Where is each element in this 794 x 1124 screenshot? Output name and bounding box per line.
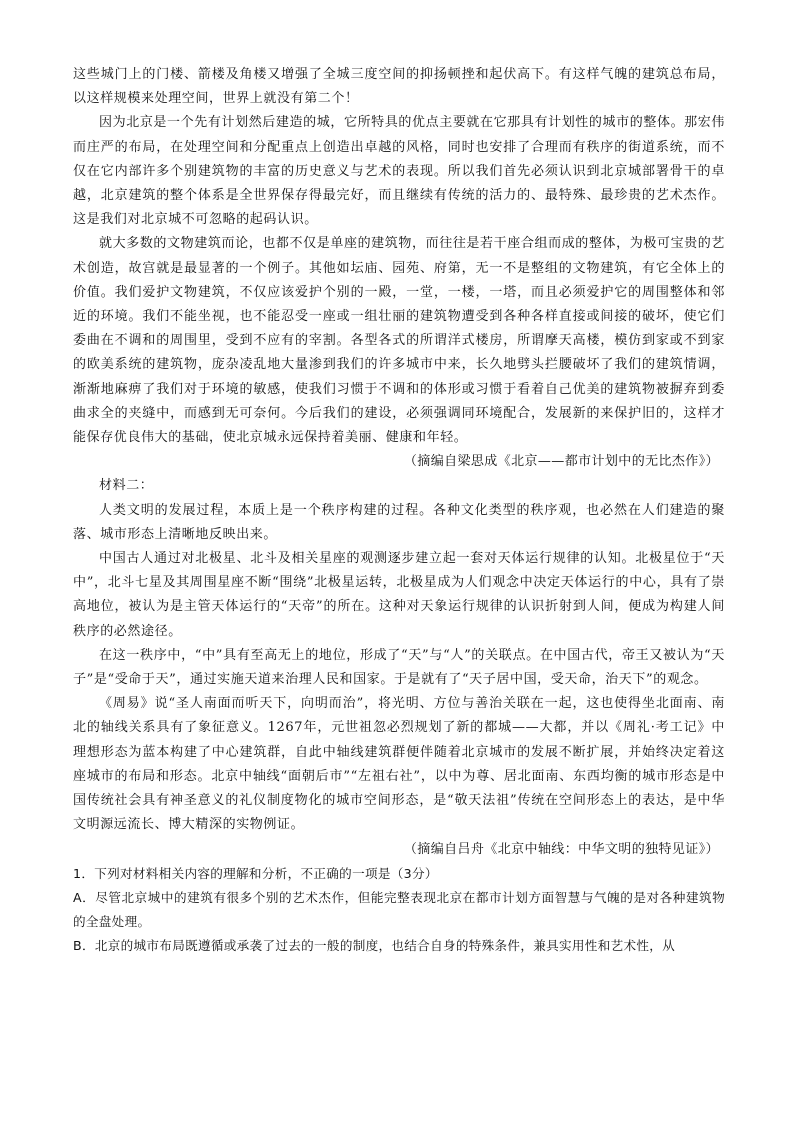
material-two-heading: 材料二： bbox=[99, 478, 154, 494]
material-two-source: （摘编自吕舟《北京中轴线：中华文明的独特见证》） bbox=[403, 841, 719, 857]
material-two-paragraph-3: 在这一秩序中，“中”具有至高无上的地位，形成了“天”与“人”的关联点。在中国古代，帝王又被认为“天子”是“受命于天”，通过实施天道来治理人民和国家。于是就有了“天子居中国，受天命，治天下”的观念。 bbox=[73, 647, 725, 688]
question-one-option-a: A．尽管北京城中的建筑有很多个别的艺术杰作，但能完整表现北京在都市计划方面智慧与气魄的是对各种建筑物的全盘处理。 bbox=[73, 889, 725, 930]
material-two-paragraph-1: 人类文明的发展过程，本质上是一个秩序构建的过程。各种文化类型的秩序观，也必然在人们建造的聚落、城市形态上清晰地反映出来。 bbox=[73, 502, 725, 542]
material-one-paragraph-3: 就大多数的文物建筑而论，也都不仅是单座的建筑物，而往往是若干座合组而成的整体，为极可宝贵的艺术创造，故宫就是最显著的一个例子。其他如坛庙、园苑、府第，无一不是整组的文物建筑，有它全体上的价值。我们爱护文物建筑，不仅应该爱护个别的一殿，一堂，一楼，一塔，而且必须爱护它的周围整体和邻近的环境。我们不能坐视，也不能忍受一座或一组壮丽的建筑物遭受到各种各样直接或间接的破坏，使它们委曲在不调和的周围里，受到不应有的宰割。各型各式的所谓洋式楼房，所谓摩天高楼，模仿到家或不到家的欧美系统的建筑物，庞杂凌乱地大量渗到我们的许多城市中来，长久地劈头拦腰破坏了我们的建筑情调，渐渐地麻痹了我们对于环境的敏感，使我们习惯于不调和的体形或习惯于看着自己优美的建筑物被摒弃到委曲求全的夹缝中，而感到无可奈何。今后我们的建设，必须强调同环境配合，发展新的来保护旧的，这样才能保存优良伟大的基础，使北京城永远保持着美丽、健康和年轻。 bbox=[73, 236, 725, 446]
material-one-paragraph-1: 这些城门上的门楼、箭楼及角楼又增强了全城三度空间的抑扬顿挫和起伏高下。有这样气魄的建筑总布局，以这样规模来处理空间，世界上就没有第二个！ bbox=[73, 67, 725, 107]
material-two-section bbox=[73, 474, 725, 861]
material-two-paragraph-2: 中国古人通过对北极星、北斗及相关星座的观测逐步建立起一套对天体运行规律的认知。北极星位于“天中”，北斗七星及其周围星座不断“围绕”北极星运转，北极星成为人们观念中决定天体运行的中心，具有了崇高地位，被认为是主管天体运行的“天帝”的所在。这种对天象运行规律的认识折射到人间，便成为构建人间秩序的必然途径。 bbox=[73, 551, 725, 639]
material-one-paragraph-2: 因为北京是一个先有计划然后建造的城，它所特具的优点主要就在它那具有计划性的城市的整体。那宏伟而庄严的布局，在处理空间和分配重点上创造出卓越的风格，同时也安排了合理而有秩序的街道系统，而不仅在它内部许多个别建筑物的丰富的历史意义与艺术的表现。所以我们首先必须认识到北京城部署骨干的卓越，北京建筑的整个体系是全世界保存得最完好，而且继续有传统的活力的、最特殊、最珍贵的艺术杰作。这是我们对北京城不可忽略的起码认识。 bbox=[73, 115, 725, 228]
material-one-section bbox=[73, 63, 725, 474]
question-one-option-b: B．北京的城市布局既遵循或承袭了过去的一般的制度，也结合自身的特殊条件，兼具实用性和艺术性，从 bbox=[73, 938, 676, 954]
document-page bbox=[73, 63, 725, 959]
material-two-paragraph-4: 《周易》说“圣人南面而听天下，向明而治”，将光明、方位与善治关联在一起，这也使得坐北面南、南北的轴线关系具有了象征意义。1267年，元世祖忽必烈规划了新的都城——大都，并以《周礼·考工记》中理想形态为蓝本构建了中心建筑群，自此中轴线建筑群便伴随着北京城市的发展不断扩展，并始终决定着这座城市的布局和形态。北京中轴线“面朝后市”“左祖右社”，以中为尊、居北面南、东西均衡的城市形态是中国传统社会具有神圣意义的礼仪制度物化的城市空间形态，是“敬天法祖”传统在空间形态上的表达，是中华文明源远流长、博大精深的实物例证。 bbox=[73, 696, 725, 833]
material-one-source: （摘编自梁思成《北京——都市计划中的无比杰作》） bbox=[403, 454, 719, 470]
question-one-stem: 1．下列对材料相关内容的理解和分析，不正确的一项是（3分） bbox=[73, 865, 438, 881]
question-one bbox=[73, 862, 725, 959]
